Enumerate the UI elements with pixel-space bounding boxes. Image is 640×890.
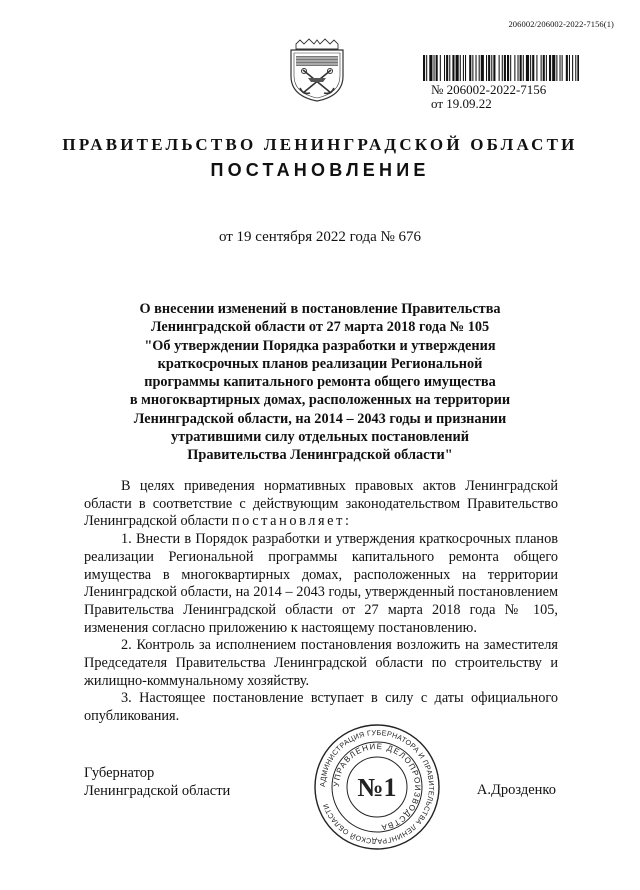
barcode-bar	[577, 55, 579, 81]
barcode-bar	[491, 55, 492, 81]
barcode-bar	[514, 55, 515, 81]
barcode-bar	[572, 55, 573, 81]
barcode-bar	[518, 55, 519, 81]
barcode-bar	[493, 55, 495, 81]
barcode-bar	[560, 55, 561, 81]
barcode-bar	[532, 55, 534, 81]
barcode-bar	[446, 55, 448, 81]
barcode-bar	[510, 55, 511, 81]
barcode-bar	[488, 55, 490, 81]
barcode-bar	[440, 55, 441, 81]
barcode-bar	[481, 55, 484, 81]
barcode-bar	[479, 55, 480, 81]
barcode-bar	[465, 55, 466, 81]
barcode-bar	[562, 55, 563, 81]
subject-line: О внесении изменений в постановление Правительства	[139, 301, 501, 317]
signatory-title	[84, 764, 230, 800]
subject-line: утратившими силу отдельных постановлений	[170, 429, 470, 446]
barcode-bar	[456, 55, 459, 81]
barcode-bar	[520, 55, 522, 81]
item-paragraph: 3. Настоящее постановление вступает в силу с даты официального опубликования.	[84, 690, 558, 725]
coat-of-arms-icon	[288, 38, 346, 102]
preamble-text: В целях приведения нормативных правовых актов Ленинградской области в соответствие с действующим законодательством Правительство Ленинградской области	[84, 478, 558, 530]
organization-title: ПРАВИТЕЛЬСТВО ЛЕНИНГРАДСКОЙ ОБЛАСТИ	[62, 135, 578, 154]
barcode-bar	[543, 55, 545, 81]
document-code: 206002/206002-2022-7156(1)	[508, 19, 614, 29]
barcode-bar	[523, 55, 524, 81]
barcode-bar	[476, 55, 477, 81]
barcode-bar	[504, 55, 506, 81]
stamp-center-number: №1	[357, 773, 397, 802]
subject-line: "Об утверждении Порядка разработки и утверждения	[144, 337, 496, 354]
barcode-bar	[469, 55, 471, 81]
barcode-bar	[449, 55, 450, 81]
item-paragraph: 2. Контроль за исполнением постановления возложить на заместителя Председателя Правительства Ленинградской области по строительству и жилищно-коммунальному хозяйству.	[84, 637, 558, 689]
subject-line: Правительства Ленинградской области"	[187, 447, 453, 464]
barcode-bar	[429, 55, 432, 81]
barcode-bar	[452, 55, 454, 81]
barcode-bar	[486, 55, 487, 81]
decree-subject	[110, 300, 530, 465]
signatory-name: А.Дрозденко	[476, 782, 556, 798]
registration-number: № 206002-2022-7156	[431, 82, 547, 97]
barcode-bar	[434, 55, 435, 81]
registration-date: от 19.09.22	[431, 96, 492, 111]
barcode-bar	[426, 55, 427, 81]
barcode-bar	[530, 55, 531, 81]
barcode-bar	[552, 55, 555, 81]
stamp-inner-text: УПРАВЛЕНИЕ ДЕЛОПРОИЗВОДСТВА	[331, 741, 423, 832]
barcode-bar	[549, 55, 551, 81]
preamble-paragraph	[84, 478, 558, 531]
barcode-bar	[499, 55, 500, 81]
official-stamp	[313, 723, 441, 851]
barcode-bar	[444, 55, 445, 81]
barcode	[423, 55, 579, 81]
barcode-bar	[472, 55, 473, 81]
barcode-bar	[502, 55, 503, 81]
decree-body	[84, 478, 558, 726]
barcode-bar	[546, 55, 547, 81]
barcode-bar	[507, 55, 509, 81]
barcode-bar	[575, 55, 576, 81]
item-paragraph: 1. Внести в Порядок разработки и утверждения краткосрочных планов реализации Региональной программы капитального ремонта общего имущества в многоквартирных домах, расположенных на территории Ленинградской области, на 2014 – 2043 годы, утвержденный постановлением Правительства Ленинградской области от 27 марта 2018 года № 105, изменения согласно приложению к настоящему постановлению.	[84, 531, 558, 636]
subject-line: Ленинградской области от 27 марта 2018 года № 105	[150, 319, 490, 336]
decree-keyword: постановляет:	[231, 513, 352, 530]
barcode-bar	[436, 55, 438, 81]
subject-line: программы капитального ремонта общего имущества	[144, 374, 496, 391]
signatory-title-line: Губернатор	[84, 765, 155, 781]
barcode-bar	[526, 55, 529, 81]
subject-line: в многоквартирных домах, расположенных на территории	[129, 392, 511, 409]
subject-line: краткосрочных планов реализации Региональной	[157, 355, 483, 372]
decree-date-number: от 19 сентября 2022 года № 676	[218, 229, 422, 245]
barcode-bar	[423, 55, 425, 81]
barcode-bar	[556, 55, 557, 81]
document-type-title: ПОСТАНОВЛЕНИЕ	[210, 160, 430, 180]
barcode-bar	[536, 55, 537, 81]
barcode-bar	[541, 55, 542, 81]
barcode-bar	[566, 55, 568, 81]
barcode-bar	[460, 55, 461, 81]
barcode-bar	[463, 55, 464, 81]
subject-line: Ленинградской области, на 2014 – 2043 годы и признании	[133, 410, 507, 427]
stamp-outer-text: АДМИНИСТРАЦИЯ ГУБЕРНАТОРА И ПРАВИТЕЛЬСТВА ЛЕНИНГРАДСКОЙ ОБЛАСТИ	[317, 727, 437, 847]
signatory-title-line: Ленинградской области	[84, 783, 231, 799]
barcode-bar	[569, 55, 570, 81]
